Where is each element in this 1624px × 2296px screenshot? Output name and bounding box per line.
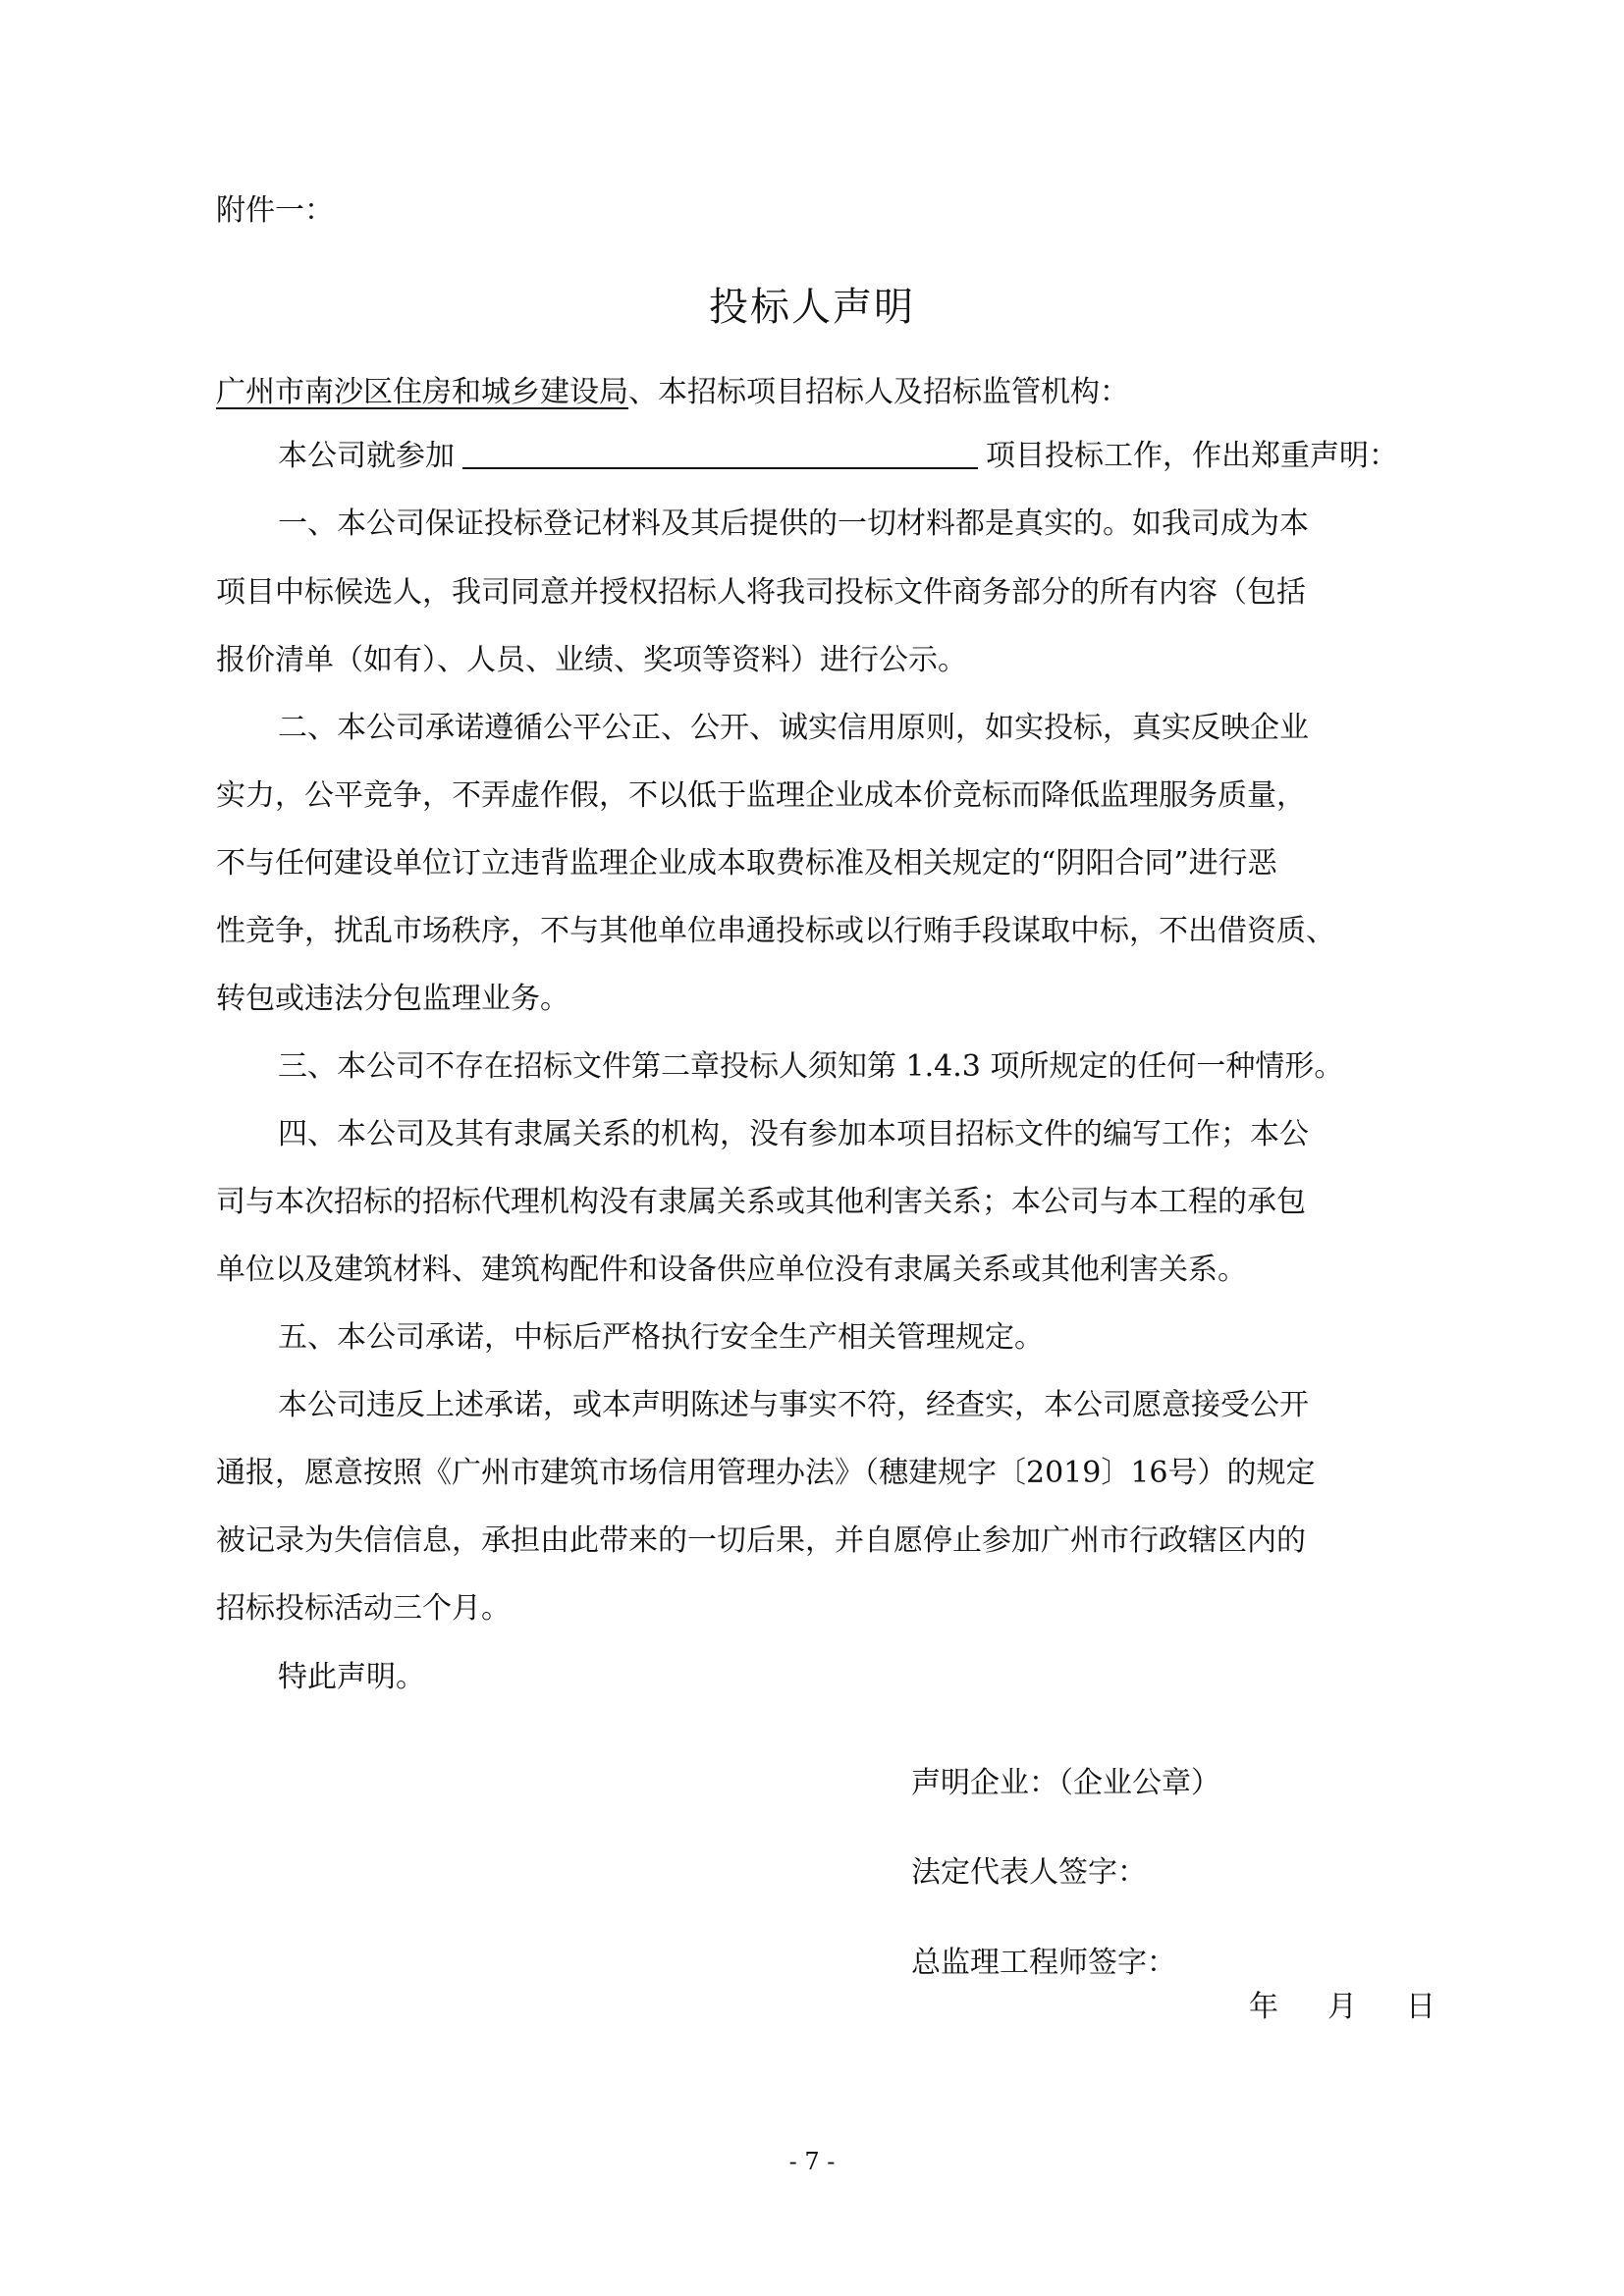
- paragraph-1-line: 报价清单（如有）、人员、业绩、奖项等资料）进行公示。: [216, 643, 967, 677]
- paragraph-4-line: 单位以及建筑材料、建筑构配件和设备供应单位没有隶属关系或其他利害关系。: [216, 1253, 1247, 1287]
- paragraph-6-line: 招标投标活动三个月。: [216, 1591, 511, 1626]
- paragraph-2-line: 二、本公司承诺遵循公平公正、公开、诚实信用原则，如实投标，真实反映企业: [278, 711, 1309, 745]
- paragraph-3-line: 三、本公司不存在招标文件第二章投标人须知第 1.4.3 项所规定的任何一种情形。: [278, 1049, 1344, 1084]
- signature-chief-supervisor: 总监理工程师签字：: [911, 1946, 1176, 1980]
- paragraph-6-line: 被记录为失信信息，承担由此带来的一切后果，并自愿停止参加广州市行政辖区内的: [216, 1523, 1306, 1558]
- page-title: 投标人声明: [709, 285, 915, 330]
- project-name-blank: [462, 438, 978, 469]
- attachment-label: 附件一：: [216, 193, 334, 228]
- date-day: 日: [1406, 1990, 1435, 2024]
- paragraph-1-line: 一、本公司保证投标登记材料及其后提供的一切材料都是真实的。如我司成为本: [278, 507, 1309, 541]
- paragraph-4-line: 司与本次招标的招标代理机构没有隶属关系或其他利害关系；本公司与本工程的承包: [216, 1185, 1306, 1219]
- page-number: - 7 -: [788, 2148, 836, 2175]
- signature-legal-representative: 法定代表人签字：: [911, 1855, 1147, 1890]
- paragraph-2-line: 实力，公平竞争，不弄虚作假，不以低于监理企业成本价竞标而降低监理服务质量，: [216, 778, 1306, 813]
- paragraph-2-line: 不与任何建设单位订立违背监理企业成本取费标准及相关规定的“阴阳合同”进行恶: [216, 846, 1277, 881]
- paragraph-2-line: 性竞争，扰乱市场秩序，不与其他单位串通投标或以行贿手段谋取中标，不出借资质、: [216, 914, 1335, 948]
- date-year: 年: [1249, 1990, 1278, 2024]
- paragraph-6-line: 本公司违反上述承诺，或本声明陈述与事实不符，经查实，本公司愿意接受公开: [278, 1388, 1309, 1422]
- intro-line: [278, 437, 1398, 476]
- closing-statement: 特此声明。: [278, 1660, 425, 1694]
- addressee-organization: 广州市南沙区住房和城乡建设局: [216, 375, 628, 409]
- addressee-line: [216, 373, 1129, 412]
- paragraph-1-line: 项目中标候选人，我司同意并授权招标人将我司投标文件商务部分的所有内容（包括: [216, 575, 1306, 610]
- paragraph-5-line: 五、本公司承诺，中标后严格执行安全生产相关管理规定。: [278, 1320, 1044, 1355]
- intro-after: 项目投标工作，作出郑重声明：: [986, 439, 1398, 473]
- paragraph-6-line: 通报，愿意按照《广州市建筑市场信用管理办法》（穗建规字〔2019〕16号）的规定: [216, 1456, 1316, 1490]
- addressee-rest: 、本招标项目招标人及招标监管机构：: [628, 375, 1129, 409]
- intro-before: 本公司就参加: [278, 439, 455, 473]
- date-month: 月: [1327, 1990, 1357, 2024]
- paragraph-4-line: 四、本公司及其有隶属关系的机构，没有参加本项目招标文件的编写工作；本公: [278, 1117, 1309, 1151]
- paragraph-2-line: 转包或违法分包监理业务。: [216, 982, 569, 1016]
- signature-company: 声明企业：（企业公章）: [911, 1766, 1220, 1800]
